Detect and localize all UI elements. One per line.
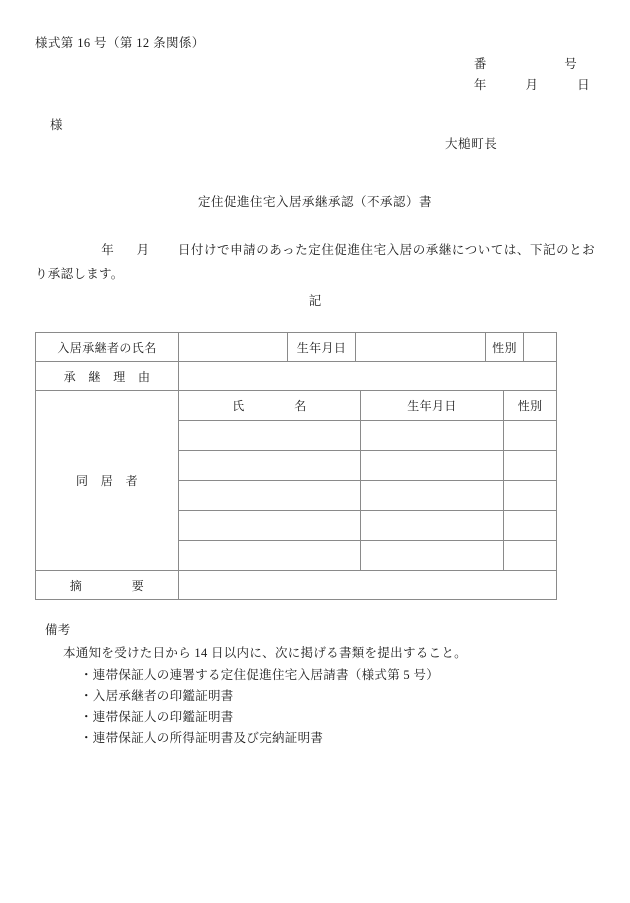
occupant-name-value[interactable] (179, 451, 360, 481)
document-meta-block (474, 54, 590, 96)
occupants-header-row (179, 391, 556, 421)
occupant-gender-value[interactable] (504, 511, 556, 541)
occupant-name-value[interactable] (179, 541, 360, 571)
body-paragraph (35, 238, 595, 286)
occupants-header-birthdate: 生年月日 (360, 391, 503, 421)
notes-lead: 本通知を受けた日から 14 日以内に、次に掲げる書類を提出すること。 (63, 646, 467, 660)
table-row (179, 421, 556, 451)
occupant-birthdate-value[interactable] (360, 511, 503, 541)
document-number-line: 番 号 (473, 57, 578, 71)
occupant-gender-value[interactable] (504, 421, 556, 451)
remarks-label: 摘 要 (36, 571, 179, 600)
issuer-name: 大槌町長 (445, 137, 498, 151)
document-title: 定住促進住宅入居承継承認（不承認）書 (197, 195, 432, 209)
notes-title: 備考 (45, 623, 71, 637)
list-item: ・入居承継者の印鑑証明書 (80, 689, 234, 703)
reason-label: 承 継 理 由 (36, 362, 179, 391)
table-row-reason (36, 362, 557, 391)
body-main-text: 日付けで申請のあった定住促進住宅入居の承継については、下記のとおり承認します。 (35, 243, 595, 281)
reason-value[interactable] (179, 362, 557, 391)
table-row (179, 451, 556, 481)
successor-name-value[interactable] (179, 333, 288, 362)
ki-mark: 記 (308, 294, 322, 308)
occupant-name-value[interactable] (179, 421, 360, 451)
list-item: ・連帯保証人の所得証明書及び完納証明書 (80, 731, 324, 745)
notes-list (45, 665, 467, 749)
remarks-value[interactable] (179, 571, 557, 600)
body-year-label: 年 (101, 243, 115, 257)
notes-section (45, 620, 467, 749)
occupant-birthdate-value[interactable] (360, 481, 503, 511)
birthdate-value[interactable] (356, 333, 486, 362)
occupant-birthdate-value[interactable] (360, 451, 503, 481)
occupants-table (179, 391, 556, 570)
form-number: 様式第 16 号（第 12 条関係） (35, 36, 205, 50)
list-item: ・連帯保証人の印鑑証明書 (80, 710, 234, 724)
gender-value[interactable] (524, 333, 557, 362)
body-month-label: 月 (136, 243, 150, 257)
table-row-remarks (36, 571, 557, 600)
gender-label: 性別 (486, 333, 524, 362)
occupant-birthdate-value[interactable] (360, 541, 503, 571)
occupant-gender-value[interactable] (504, 481, 556, 511)
successor-name-label: 入居承継者の氏名 (36, 333, 179, 362)
list-item: ・連帯保証人の連署する定住促進住宅入居請書（様式第 5 号） (80, 668, 440, 682)
occupants-label: 同 居 者 (36, 391, 179, 571)
document-date-line: 年 月 日 (473, 78, 590, 92)
table-row-occupants (36, 391, 557, 571)
occupants-header-gender: 性別 (504, 391, 556, 421)
table-row (179, 541, 556, 571)
occupant-gender-value[interactable] (504, 451, 556, 481)
table-row (179, 481, 556, 511)
occupant-birthdate-value[interactable] (360, 421, 503, 451)
occupant-name-value[interactable] (179, 481, 360, 511)
application-table (35, 332, 557, 600)
birthdate-label: 生年月日 (288, 333, 356, 362)
table-row-successor (36, 333, 557, 362)
occupant-name-value[interactable] (179, 511, 360, 541)
occupants-subtable-cell (179, 391, 557, 571)
addressee-honorific: 様 (50, 118, 63, 132)
occupants-header-name: 氏 名 (179, 391, 360, 421)
occupant-gender-value[interactable] (504, 541, 556, 571)
table-row (179, 511, 556, 541)
